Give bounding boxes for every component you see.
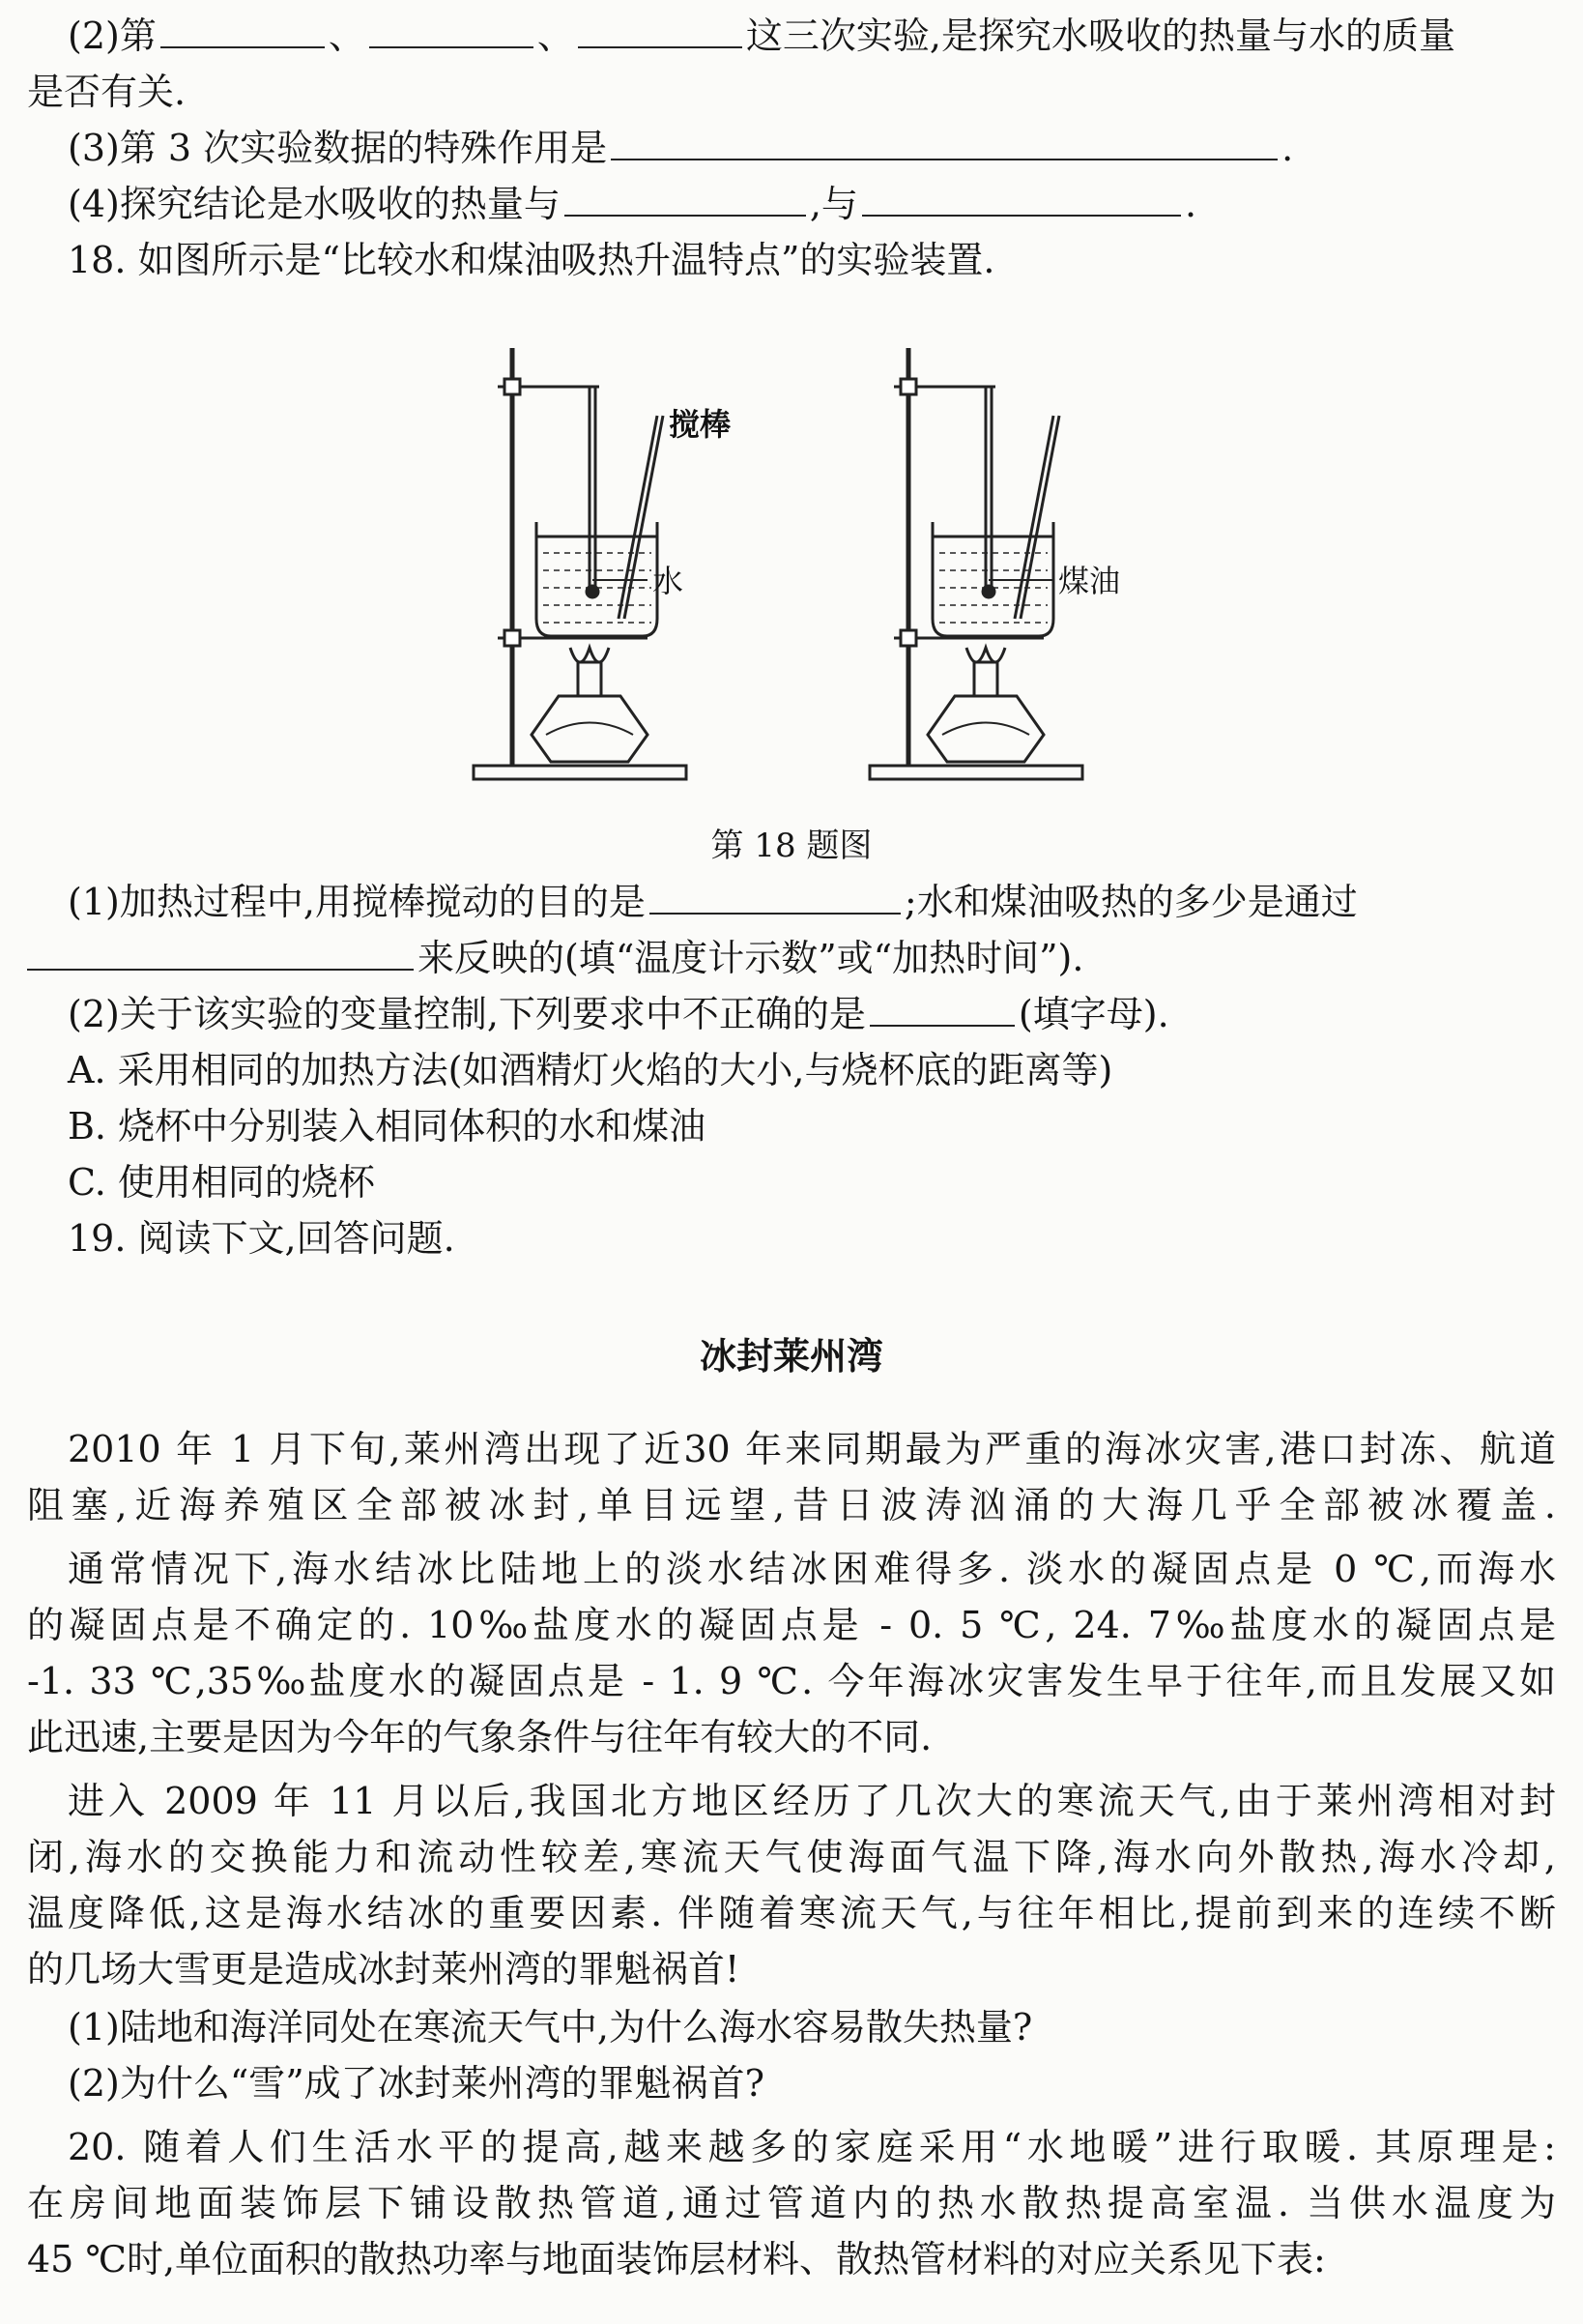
q19-stem: 19. 阅读下文,回答问题. (68, 1217, 455, 1260)
q18-part2-text2: (填字母). (1018, 993, 1169, 1035)
q17-part2-label: (2)第 (68, 15, 157, 57)
option-c: C. 使用相同的烧杯 (68, 1161, 375, 1204)
article-title: 冰封莱州湾 (699, 1335, 883, 1378)
q18-part2-text: (2)关于该实验的变量控制,下列要求中不正确的是 (68, 993, 866, 1035)
kerosene-apparatus (870, 348, 1082, 779)
q19-question1: (1)陆地和海洋同处在寒流天气中,为什么海水容易散失热量? (68, 2006, 1033, 2048)
period: . (1281, 127, 1294, 169)
q18-apparatus-figure (454, 329, 1131, 793)
q20-line1: 20. 随着人们生活水平的提高,越来越多的家庭采用“水地暖”进行取暖. 其原理是: (68, 2126, 1556, 2168)
para2-line4: 此迅速,主要是因为今年的气象条件与往年有较大的不同. (27, 1716, 933, 1758)
answer-blank[interactable] (160, 12, 325, 48)
q18-part1-text3: 来反映的(填“温度计示数”或“加热时间”). (417, 937, 1084, 979)
q20-line3: 45 ℃时,单位面积的散热功率与地面装饰层材料、散热管材料的对应关系见下表: (27, 2238, 1326, 2280)
answer-blank[interactable] (564, 180, 806, 217)
separator: 、 (328, 15, 365, 57)
q18-part1-text2: ;水和煤油吸热的多少是通过 (904, 881, 1358, 923)
answer-blank[interactable] (27, 934, 414, 971)
para3-line2: 闭,海水的交换能力和流动性较差,寒流天气使海面气温下降,海水向外散热,海水冷却, (27, 1836, 1556, 1878)
q17-part2-text: 这三次实验,是探究水吸收的热量与水的质量 (745, 15, 1455, 57)
para3-line3: 温度降低,这是海水结冰的重要因素. 伴随着寒流天气,与往年相比,提前到来的连续不断 (27, 1892, 1556, 1934)
option-b: B. 烧杯中分别装入相同体积的水和煤油 (68, 1105, 706, 1147)
separator: 、 (536, 15, 574, 57)
para2-line1: 通常情况下,海水结冰比陆地上的淡水结冰困难得多. 淡水的凝固点是 0 ℃,而海水 (68, 1548, 1556, 1590)
para1-line1: 2010 年 1 月下旬,莱州湾出现了近30 年来同期最为严重的海冰灾害,港口封冻、航道 (68, 1428, 1556, 1470)
para2-line3: -1. 33 ℃,35‰盐度水的凝固点是 - 1. 9 ℃. 今年海冰灾害发生早于往年,而且发展又如 (27, 1660, 1556, 1702)
q19-question2: (2)为什么“雪”成了冰封莱州湾的罪魁祸首? (68, 2062, 765, 2105)
answer-blank[interactable] (369, 12, 533, 48)
q17-part3-text: (3)第 3 次实验数据的特殊作用是 (68, 127, 608, 169)
q18-figure-caption: 第 18 题图 (710, 827, 873, 865)
answer-blank[interactable] (611, 124, 1278, 160)
q17-part2 (0, 12, 1583, 60)
q18-part1 (0, 878, 1583, 926)
label-water: 水 (652, 563, 684, 599)
q17-part3 (0, 124, 1583, 172)
q20-line2: 在房间地面装饰层下铺设散热管道,通过管道内的热水散热提高室温. 当供水温度为 (27, 2182, 1556, 2224)
q17-part4-text: (4)探究结论是水吸收的热量与 (68, 183, 561, 225)
para3-line1: 进入 2009 年 11 月以后,我国北方地区经历了几次大的寒流天气,由于莱州湾相对封 (68, 1780, 1556, 1822)
q17-part4-text2: ,与 (809, 183, 858, 225)
answer-blank[interactable] (578, 12, 742, 48)
label-kerosene: 煤油 (1058, 563, 1121, 599)
q17-part4 (0, 180, 1583, 228)
para1-line2: 阻塞,近海养殖区全部被冰封,单目远望,昔日波涛汹涌的大海几乎全部被冰覆盖. (27, 1484, 1556, 1526)
q17-part2-cont: 是否有关. (27, 71, 187, 113)
answer-blank[interactable] (862, 180, 1181, 217)
q18-part1-text: (1)加热过程中,用搅棒搅动的目的是 (68, 881, 646, 923)
q18-part2 (0, 990, 1583, 1038)
label-stir: 搅棒 (669, 406, 732, 443)
para2-line2: 的凝固点是不确定的. 10‰盐度水的凝固点是 - 0. 5 ℃, 24. 7‰盐度水的凝固点是 (27, 1604, 1556, 1646)
answer-blank[interactable] (649, 878, 901, 915)
period: . (1184, 183, 1197, 225)
q18-part1-cont (27, 934, 1556, 982)
q18-stem: 18. 如图所示是“比较水和煤油吸热升温特点”的实验装置. (68, 239, 995, 281)
para3-line4: 的几场大雪更是造成冰封莱州湾的罪魁祸首! (27, 1948, 740, 1990)
answer-blank[interactable] (870, 990, 1015, 1027)
option-a: A. 采用相同的加热方法(如酒精灯火焰的大小,与烧杯底的距离等) (68, 1049, 1113, 1091)
